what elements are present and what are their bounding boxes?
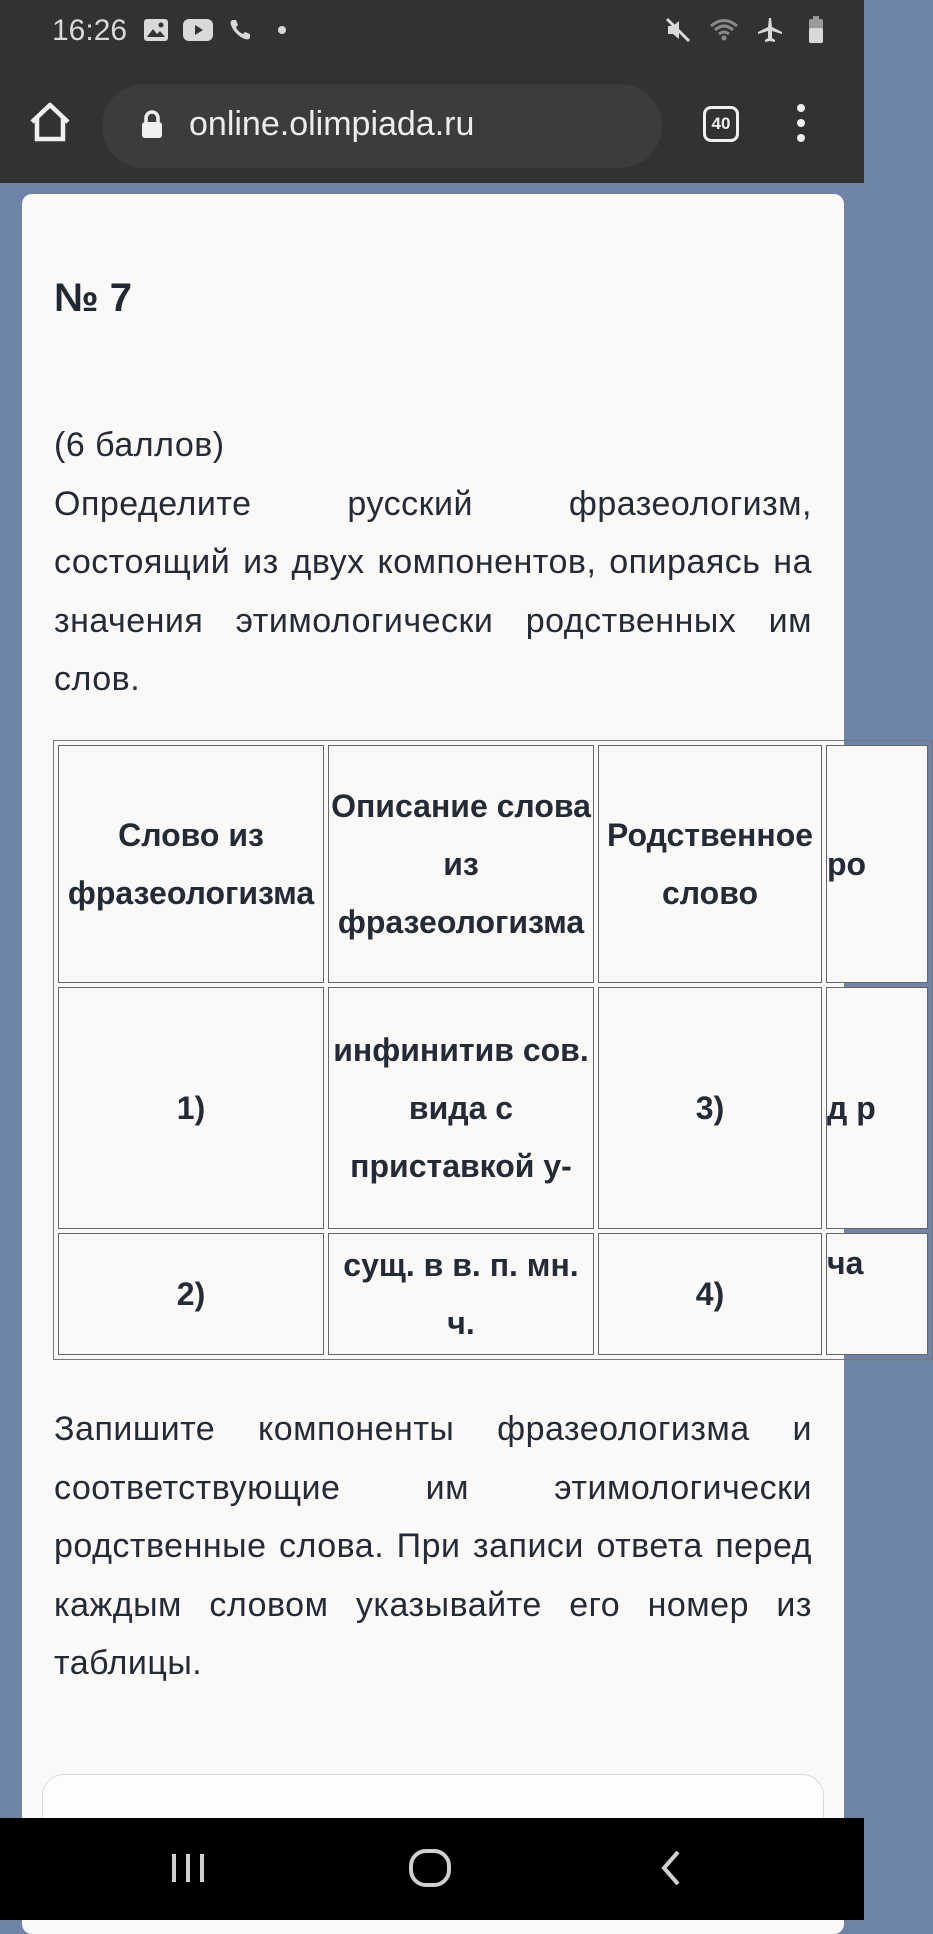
menu-button[interactable] [797,104,805,149]
question-number: № 7 [54,276,132,320]
status-time: 16:26 [52,14,128,47]
status-right-icons [664,16,830,44]
address-bar[interactable] [102,84,662,168]
wifi-icon [710,16,738,44]
table-cell: д р [826,987,928,1229]
home-nav-icon [408,1848,452,1888]
home-icon [28,100,72,144]
question-prompt: Определите русский фразеологизм, состоящий из двух компонентов, опираясь на значения этимологически родственных им слов. [54,484,812,698]
header-cell: ро [826,745,928,983]
table-cell: инфинитив сов. вида с приставкой у- [328,987,594,1229]
question-card [22,194,876,1934]
back-icon [656,1848,686,1888]
question-text [54,416,812,709]
dot [797,134,805,142]
status-left-icons [142,16,296,44]
header-cell: Описание слова из фразеологизма [328,745,594,983]
phraseology-table-wrapper[interactable] [53,740,876,1360]
home-nav-button[interactable] [408,1848,452,1893]
airplane-icon [756,16,784,44]
recent-apps-button[interactable] [168,1848,208,1893]
mute-icon [664,16,692,44]
header-cell: Родственное слово [598,745,822,983]
table-cell: 2) [58,1233,324,1355]
question-points: (6 баллов) [54,426,225,464]
system-nav-bar [0,1818,864,1920]
tab-switcher-button[interactable]: 40 [703,106,739,142]
table-cell: сущ. в в. п. мн. ч. [328,1233,594,1355]
url-text: online.olimpiada.ru [189,105,475,143]
youtube-icon [184,16,212,44]
recent-apps-icon [168,1848,208,1888]
instruction-text: Запишите компоненты фразеологизма и соответствующие им этимологически родственные слова. При записи ответа перед каждым словом указывайте его номер из таблицы. [54,1410,812,1682]
table-cell: ча [826,1233,928,1355]
battery-icon [802,16,830,44]
dot-icon [268,16,296,44]
browser-chrome [0,0,864,183]
back-nav-button[interactable] [656,1848,686,1893]
home-button[interactable] [28,100,72,149]
phraseology-table [53,740,933,1360]
table-row [58,987,928,1229]
dot [797,104,805,112]
image-icon [142,16,170,44]
table-header-row [58,745,928,983]
header-cell: Слово из фразеологизма [58,745,324,983]
table-cell: 3) [598,987,822,1229]
table-cell: 1) [58,987,324,1229]
phone-icon [226,16,254,44]
table-row [58,1233,928,1355]
table-cell: 4) [598,1233,822,1355]
dot [797,119,805,127]
lock-icon [140,110,164,145]
